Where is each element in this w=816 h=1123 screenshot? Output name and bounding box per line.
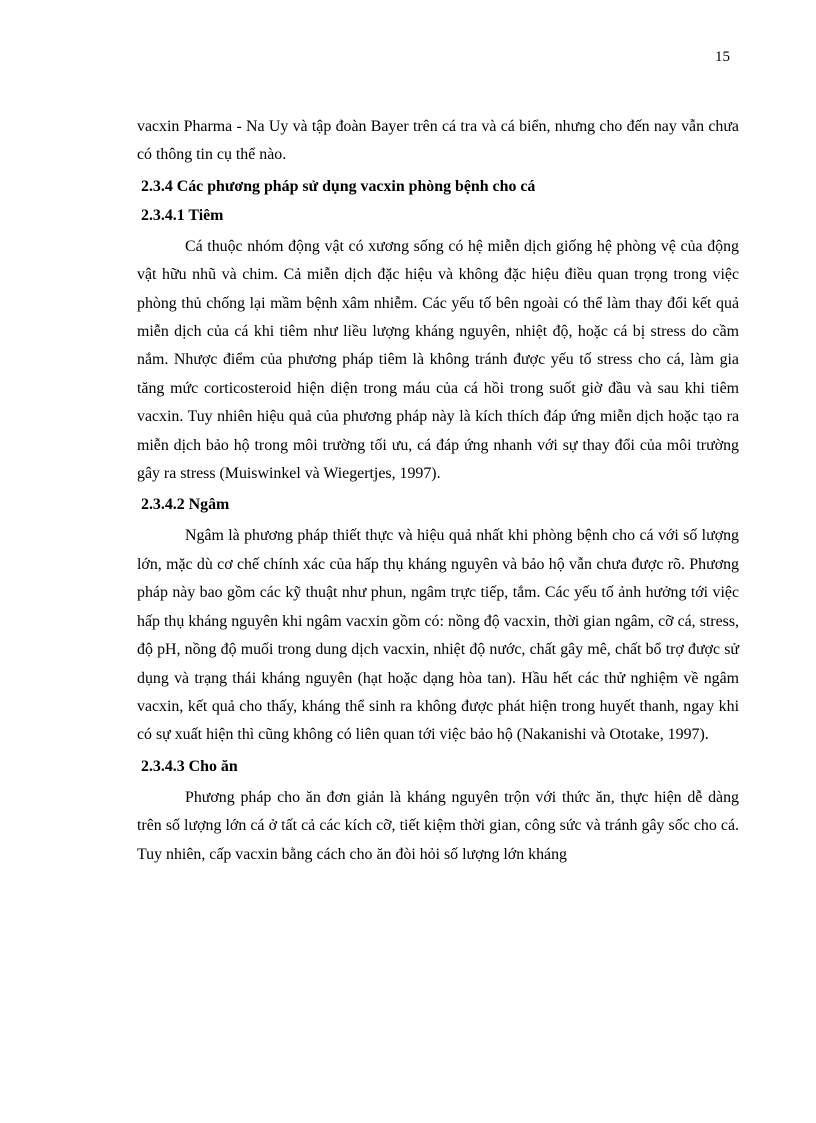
section-heading-2-3-4: 2.3.4 Các phương pháp sử dụng vacxin phòng bệnh cho cá xyxy=(141,177,536,195)
paragraph-continuation: vacxin Pharma - Na Uy và tập đoàn Bayer trên cá tra và cá biển, nhưng cho đến nay vẫn chưa có thông tin cụ thể nào. xyxy=(137,118,739,164)
subsection-heading-ngam: 2.3.4.2 Ngâm xyxy=(141,496,230,514)
subsection-heading-tiem: 2.3.4.1 Tiêm xyxy=(141,206,224,224)
page-number: 15 xyxy=(715,49,730,65)
paragraph-ngam: Ngâm là phương pháp thiết thực và hiệu quả nhất khi phòng bệnh cho cá với số lượng lớn, mặc dù cơ chế chính xác của hấp thụ kháng nguyên và bảo hộ vẫn chưa được rõ. Phương pháp này bao gồm các kỹ thuật như phun, ngâm trực tiếp, tắm. Các yếu tố ảnh hưởng tới việc hấp thụ kháng nguyên khi ngâm vacxin gồm có: nồng độ vacxin, thời gian ngâm, cỡ cá, stress, độ pH, nồng độ muối trong dung dịch vacxin, nhiệt độ nước, chất gây mê, chất bổ trợ được sử dụng và trạng thái kháng nguyên (hạt hoặc dạng hòa tan). Hầu hết các thử nghiệm về ngâm vacxin, kết quả cho thấy, kháng thể sinh ra không được phát hiện trong huyết thanh, ngay khi có sự xuất hiện thì cũng không có liên quan tới việc bảo hộ (Nakanishi và Ototake, 1997). xyxy=(137,527,739,744)
document-body xyxy=(137,113,739,869)
paragraph-tiem: Cá thuộc nhóm động vật có xương sống có hệ miễn dịch giống hệ phòng vệ của động vật hữu nhũ và chim. Cả miễn dịch đặc hiệu và không đặc hiệu điều quan trọng trong việc phòng thủ chống lại mầm bệnh xâm nhiễm. Các yếu tố bên ngoài có thể làm thay đổi kết quả miễn dịch của cá khi tiêm như liều lượng kháng nguyên, nhiệt độ, hoặc cá bị stress do cầm nắm. Nhược điểm của phương pháp tiêm là không tránh được yếu tố stress cho cá, làm gia tăng mức corticosteroid hiện diện trong máu của cá hồi trong suốt giờ đầu và sau khi tiêm vacxin. Tuy nhiên hiệu quả của phương pháp này là kích thích đáp ứng miễn dịch hoặc tạo ra miễn dịch bảo hộ trong môi trường tối ưu, cá đáp ứng nhanh với sự thay đổi của môi trường gây ra stress (Muiswinkel và Wiegertjes, 1997). xyxy=(137,237,739,483)
paragraph-cho-an: Phương pháp cho ăn đơn giản là kháng nguyên trộn với thức ăn, thực hiện dễ dàng trên số lượng lớn cá ở tất cả các kích cỡ, tiết kiệm thời gian, công sức và tránh gây sốc cho cá. Tuy nhiên, cấp vacxin bằng cách cho ăn đòi hỏi số lượng lớn kháng xyxy=(137,788,739,863)
subsection-heading-cho-an: 2.3.4.3 Cho ăn xyxy=(141,757,238,775)
